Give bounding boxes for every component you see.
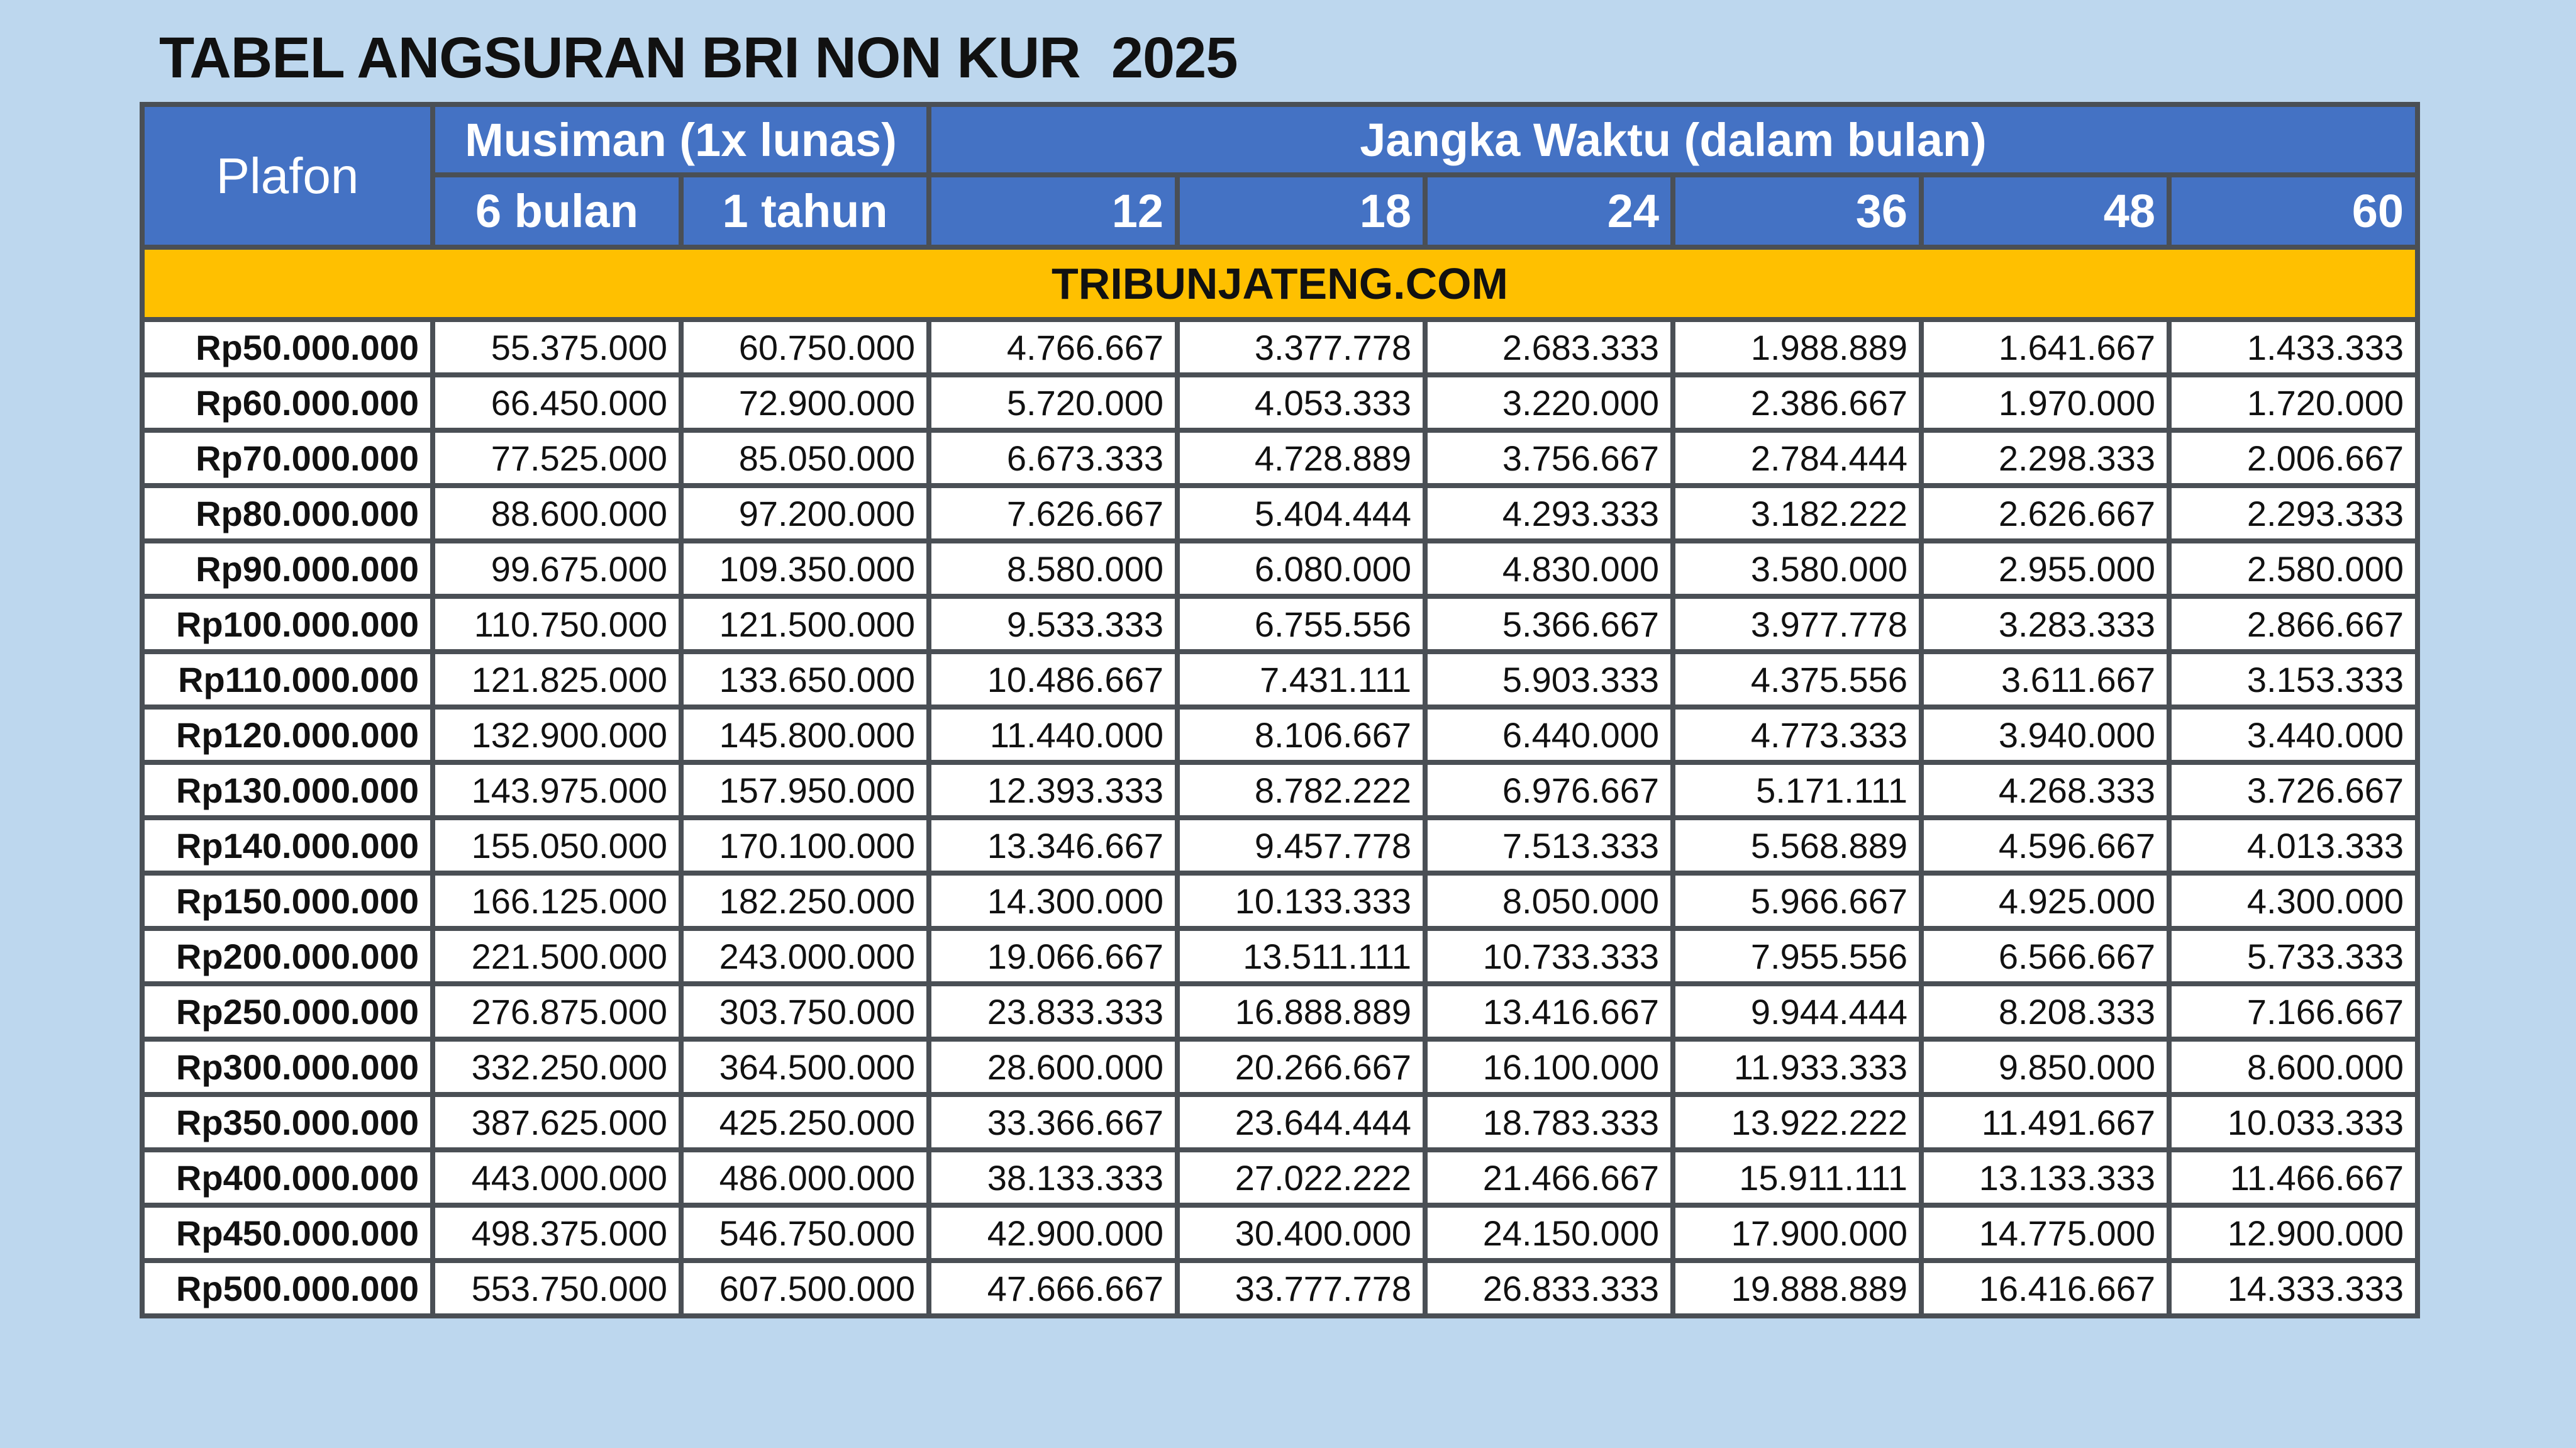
plafon-cell: Rp90.000.000	[142, 541, 433, 596]
plafon-cell: Rp400.000.000	[142, 1150, 433, 1205]
installment-cell: 16.416.667	[1921, 1261, 2169, 1316]
installment-cell: 11.440.000	[929, 707, 1177, 762]
installment-cell: 155.050.000	[433, 818, 681, 873]
installment-cell: 546.750.000	[681, 1205, 929, 1261]
plafon-cell: Rp250.000.000	[142, 984, 433, 1039]
installment-cell: 3.283.333	[1921, 596, 2169, 652]
installment-cell: 13.511.111	[1177, 928, 1425, 984]
installment-cell: 4.596.667	[1921, 818, 2169, 873]
header-col-48: 48	[1921, 175, 2169, 247]
header-musiman: Musiman (1x lunas)	[433, 104, 929, 175]
page-title: TABEL ANGSURAN BRI NON KUR 2025	[159, 26, 1238, 90]
table-row	[142, 375, 2418, 430]
installment-cell: 99.675.000	[433, 541, 681, 596]
table-row	[142, 541, 2418, 596]
installment-cell: 12.900.000	[2169, 1205, 2418, 1261]
table-row	[142, 652, 2418, 707]
table-row	[142, 818, 2418, 873]
installment-cell: 182.250.000	[681, 873, 929, 928]
installment-cell: 5.568.889	[1673, 818, 1921, 873]
table-row	[142, 486, 2418, 541]
plafon-cell: Rp100.000.000	[142, 596, 433, 652]
installment-cell: 11.491.667	[1921, 1094, 2169, 1150]
installment-cell: 3.153.333	[2169, 652, 2418, 707]
table-row	[142, 1261, 2418, 1316]
installment-cell: 7.955.556	[1673, 928, 1921, 984]
installment-cell: 2.580.000	[2169, 541, 2418, 596]
installment-cell: 364.500.000	[681, 1039, 929, 1094]
table-row	[142, 320, 2418, 375]
installment-cell: 77.525.000	[433, 430, 681, 486]
installment-cell: 1.988.889	[1673, 320, 1921, 375]
installment-cell: 443.000.000	[433, 1150, 681, 1205]
installment-cell: 110.750.000	[433, 596, 681, 652]
installment-cell: 157.950.000	[681, 762, 929, 818]
installment-cell: 60.750.000	[681, 320, 929, 375]
plafon-cell: Rp120.000.000	[142, 707, 433, 762]
installment-cell: 97.200.000	[681, 486, 929, 541]
installment-cell: 4.300.000	[2169, 873, 2418, 928]
installment-cell: 486.000.000	[681, 1150, 929, 1205]
installment-cell: 5.366.667	[1425, 596, 1673, 652]
installment-cell: 4.773.333	[1673, 707, 1921, 762]
installment-cell: 2.298.333	[1921, 430, 2169, 486]
header-jangka-waktu: Jangka Waktu (dalam bulan)	[929, 104, 2418, 175]
installment-cell: 3.440.000	[2169, 707, 2418, 762]
installment-cell: 132.900.000	[433, 707, 681, 762]
installment-cell: 13.416.667	[1425, 984, 1673, 1039]
installment-cell: 10.133.333	[1177, 873, 1425, 928]
installment-cell: 14.333.333	[2169, 1261, 2418, 1316]
header-col-12: 12	[929, 175, 1177, 247]
installment-cell: 3.220.000	[1425, 375, 1673, 430]
installment-cell: 498.375.000	[433, 1205, 681, 1261]
header-col-24: 24	[1425, 175, 1673, 247]
installment-cell: 18.783.333	[1425, 1094, 1673, 1150]
installment-cell: 19.066.667	[929, 928, 1177, 984]
installment-cell: 47.666.667	[929, 1261, 1177, 1316]
installment-cell: 9.944.444	[1673, 984, 1921, 1039]
plafon-cell: Rp80.000.000	[142, 486, 433, 541]
header-col-1-tahun: 1 tahun	[681, 175, 929, 247]
plafon-cell: Rp50.000.000	[142, 320, 433, 375]
installment-cell: 553.750.000	[433, 1261, 681, 1316]
installment-cell: 3.182.222	[1673, 486, 1921, 541]
installment-cell: 2.386.667	[1673, 375, 1921, 430]
table-row	[142, 984, 2418, 1039]
installment-cell: 10.733.333	[1425, 928, 1673, 984]
installment-cell: 27.022.222	[1177, 1150, 1425, 1205]
installment-cell: 5.733.333	[2169, 928, 2418, 984]
installment-cell: 4.293.333	[1425, 486, 1673, 541]
installment-cell: 28.600.000	[929, 1039, 1177, 1094]
header-col-36: 36	[1673, 175, 1921, 247]
installment-cell: 6.976.667	[1425, 762, 1673, 818]
installment-cell: 4.830.000	[1425, 541, 1673, 596]
installment-cell: 387.625.000	[433, 1094, 681, 1150]
installment-cell: 332.250.000	[433, 1039, 681, 1094]
installment-cell: 7.431.111	[1177, 652, 1425, 707]
installment-cell: 5.903.333	[1425, 652, 1673, 707]
installment-cell: 1.720.000	[2169, 375, 2418, 430]
plafon-cell: Rp60.000.000	[142, 375, 433, 430]
installment-cell: 4.925.000	[1921, 873, 2169, 928]
installment-cell: 38.133.333	[929, 1150, 1177, 1205]
source-band: TRIBUNJATENG.COM	[142, 247, 2418, 320]
installment-cell: 10.033.333	[2169, 1094, 2418, 1150]
installment-cell: 1.433.333	[2169, 320, 2418, 375]
installment-cell: 15.911.111	[1673, 1150, 1921, 1205]
table-row	[142, 430, 2418, 486]
header-col-60: 60	[2169, 175, 2418, 247]
installment-cell: 145.800.000	[681, 707, 929, 762]
installment-cell: 2.866.667	[2169, 596, 2418, 652]
installment-cell: 303.750.000	[681, 984, 929, 1039]
installment-cell: 2.955.000	[1921, 541, 2169, 596]
installment-cell: 8.106.667	[1177, 707, 1425, 762]
installment-cell: 14.775.000	[1921, 1205, 2169, 1261]
installment-cell: 3.580.000	[1673, 541, 1921, 596]
installment-cell: 5.171.111	[1673, 762, 1921, 818]
installment-cell: 17.900.000	[1673, 1205, 1921, 1261]
plafon-cell: Rp140.000.000	[142, 818, 433, 873]
installment-cell: 8.580.000	[929, 541, 1177, 596]
installment-cell: 33.777.778	[1177, 1261, 1425, 1316]
installment-cell: 5.404.444	[1177, 486, 1425, 541]
plafon-cell: Rp300.000.000	[142, 1039, 433, 1094]
header-col-6-bulan: 6 bulan	[433, 175, 681, 247]
installment-cell: 8.782.222	[1177, 762, 1425, 818]
table-row	[142, 596, 2418, 652]
installment-cell: 109.350.000	[681, 541, 929, 596]
installment-cell: 1.641.667	[1921, 320, 2169, 375]
installment-cell: 55.375.000	[433, 320, 681, 375]
installment-cell: 7.513.333	[1425, 818, 1673, 873]
installment-cell: 121.825.000	[433, 652, 681, 707]
installment-cell: 3.977.778	[1673, 596, 1921, 652]
installment-cell: 243.000.000	[681, 928, 929, 984]
header-plafon: Plafon	[142, 104, 433, 247]
table-row	[142, 1205, 2418, 1261]
header-row-groups	[142, 104, 2418, 175]
plafon-cell: Rp350.000.000	[142, 1094, 433, 1150]
installment-cell: 12.393.333	[929, 762, 1177, 818]
source-band-row	[142, 247, 2418, 320]
header-row-columns	[142, 175, 2418, 247]
installment-cell: 9.457.778	[1177, 818, 1425, 873]
installment-cell: 143.975.000	[433, 762, 681, 818]
installment-cell: 23.644.444	[1177, 1094, 1425, 1150]
table-row	[142, 707, 2418, 762]
installment-cell: 13.133.333	[1921, 1150, 2169, 1205]
plafon-cell: Rp200.000.000	[142, 928, 433, 984]
installment-cell: 23.833.333	[929, 984, 1177, 1039]
installment-cell: 3.611.667	[1921, 652, 2169, 707]
installment-cell: 66.450.000	[433, 375, 681, 430]
installment-cell: 425.250.000	[681, 1094, 929, 1150]
plafon-cell: Rp150.000.000	[142, 873, 433, 928]
installment-cell: 6.673.333	[929, 430, 1177, 486]
installment-cell: 10.486.667	[929, 652, 1177, 707]
installment-cell: 14.300.000	[929, 873, 1177, 928]
installment-cell: 2.784.444	[1673, 430, 1921, 486]
installment-cell: 221.500.000	[433, 928, 681, 984]
installment-cell: 2.006.667	[2169, 430, 2418, 486]
installment-cell: 8.600.000	[2169, 1039, 2418, 1094]
installment-cell: 4.375.556	[1673, 652, 1921, 707]
installment-cell: 3.940.000	[1921, 707, 2169, 762]
installment-cell: 166.125.000	[433, 873, 681, 928]
installment-cell: 9.850.000	[1921, 1039, 2169, 1094]
table-row	[142, 1039, 2418, 1094]
installment-cell: 11.933.333	[1673, 1039, 1921, 1094]
plafon-cell: Rp500.000.000	[142, 1261, 433, 1316]
table-row	[142, 1094, 2418, 1150]
installment-cell: 4.013.333	[2169, 818, 2418, 873]
installment-cell: 5.966.667	[1673, 873, 1921, 928]
installment-cell: 1.970.000	[1921, 375, 2169, 430]
plafon-cell: Rp110.000.000	[142, 652, 433, 707]
installment-cell: 276.875.000	[433, 984, 681, 1039]
installment-cell: 7.626.667	[929, 486, 1177, 541]
installment-cell: 4.268.333	[1921, 762, 2169, 818]
installment-cell: 30.400.000	[1177, 1205, 1425, 1261]
installment-cell: 26.833.333	[1425, 1261, 1673, 1316]
plafon-cell: Rp70.000.000	[142, 430, 433, 486]
installment-cell: 170.100.000	[681, 818, 929, 873]
installment-cell: 2.293.333	[2169, 486, 2418, 541]
installment-cell: 121.500.000	[681, 596, 929, 652]
installment-cell: 13.922.222	[1673, 1094, 1921, 1150]
installment-cell: 11.466.667	[2169, 1150, 2418, 1205]
installment-cell: 3.726.667	[2169, 762, 2418, 818]
header-col-18: 18	[1177, 175, 1425, 247]
installment-cell: 8.208.333	[1921, 984, 2169, 1039]
installment-cell: 6.080.000	[1177, 541, 1425, 596]
installment-cell: 21.466.667	[1425, 1150, 1673, 1205]
table-row	[142, 1150, 2418, 1205]
installment-cell: 19.888.889	[1673, 1261, 1921, 1316]
installment-cell: 6.755.556	[1177, 596, 1425, 652]
installment-cell: 5.720.000	[929, 375, 1177, 430]
table-row	[142, 762, 2418, 818]
installment-cell: 7.166.667	[2169, 984, 2418, 1039]
table-row	[142, 873, 2418, 928]
installment-cell: 24.150.000	[1425, 1205, 1673, 1261]
installment-cell: 20.266.667	[1177, 1039, 1425, 1094]
installment-cell: 3.756.667	[1425, 430, 1673, 486]
installment-cell: 16.100.000	[1425, 1039, 1673, 1094]
installment-cell: 4.766.667	[929, 320, 1177, 375]
installment-cell: 2.683.333	[1425, 320, 1673, 375]
installment-cell: 133.650.000	[681, 652, 929, 707]
installment-cell: 6.440.000	[1425, 707, 1673, 762]
installment-cell: 13.346.667	[929, 818, 1177, 873]
installment-cell: 42.900.000	[929, 1205, 1177, 1261]
plafon-cell: Rp130.000.000	[142, 762, 433, 818]
installment-cell: 4.053.333	[1177, 375, 1425, 430]
installment-cell: 4.728.889	[1177, 430, 1425, 486]
installment-cell: 72.900.000	[681, 375, 929, 430]
table-row	[142, 928, 2418, 984]
installment-cell: 16.888.889	[1177, 984, 1425, 1039]
installment-table	[140, 102, 2420, 1318]
installment-cell: 85.050.000	[681, 430, 929, 486]
installment-cell: 9.533.333	[929, 596, 1177, 652]
installment-cell: 88.600.000	[433, 486, 681, 541]
installment-cell: 2.626.667	[1921, 486, 2169, 541]
installment-cell: 8.050.000	[1425, 873, 1673, 928]
installment-cell: 607.500.000	[681, 1261, 929, 1316]
installment-cell: 6.566.667	[1921, 928, 2169, 984]
installment-cell: 3.377.778	[1177, 320, 1425, 375]
installment-cell: 33.366.667	[929, 1094, 1177, 1150]
plafon-cell: Rp450.000.000	[142, 1205, 433, 1261]
